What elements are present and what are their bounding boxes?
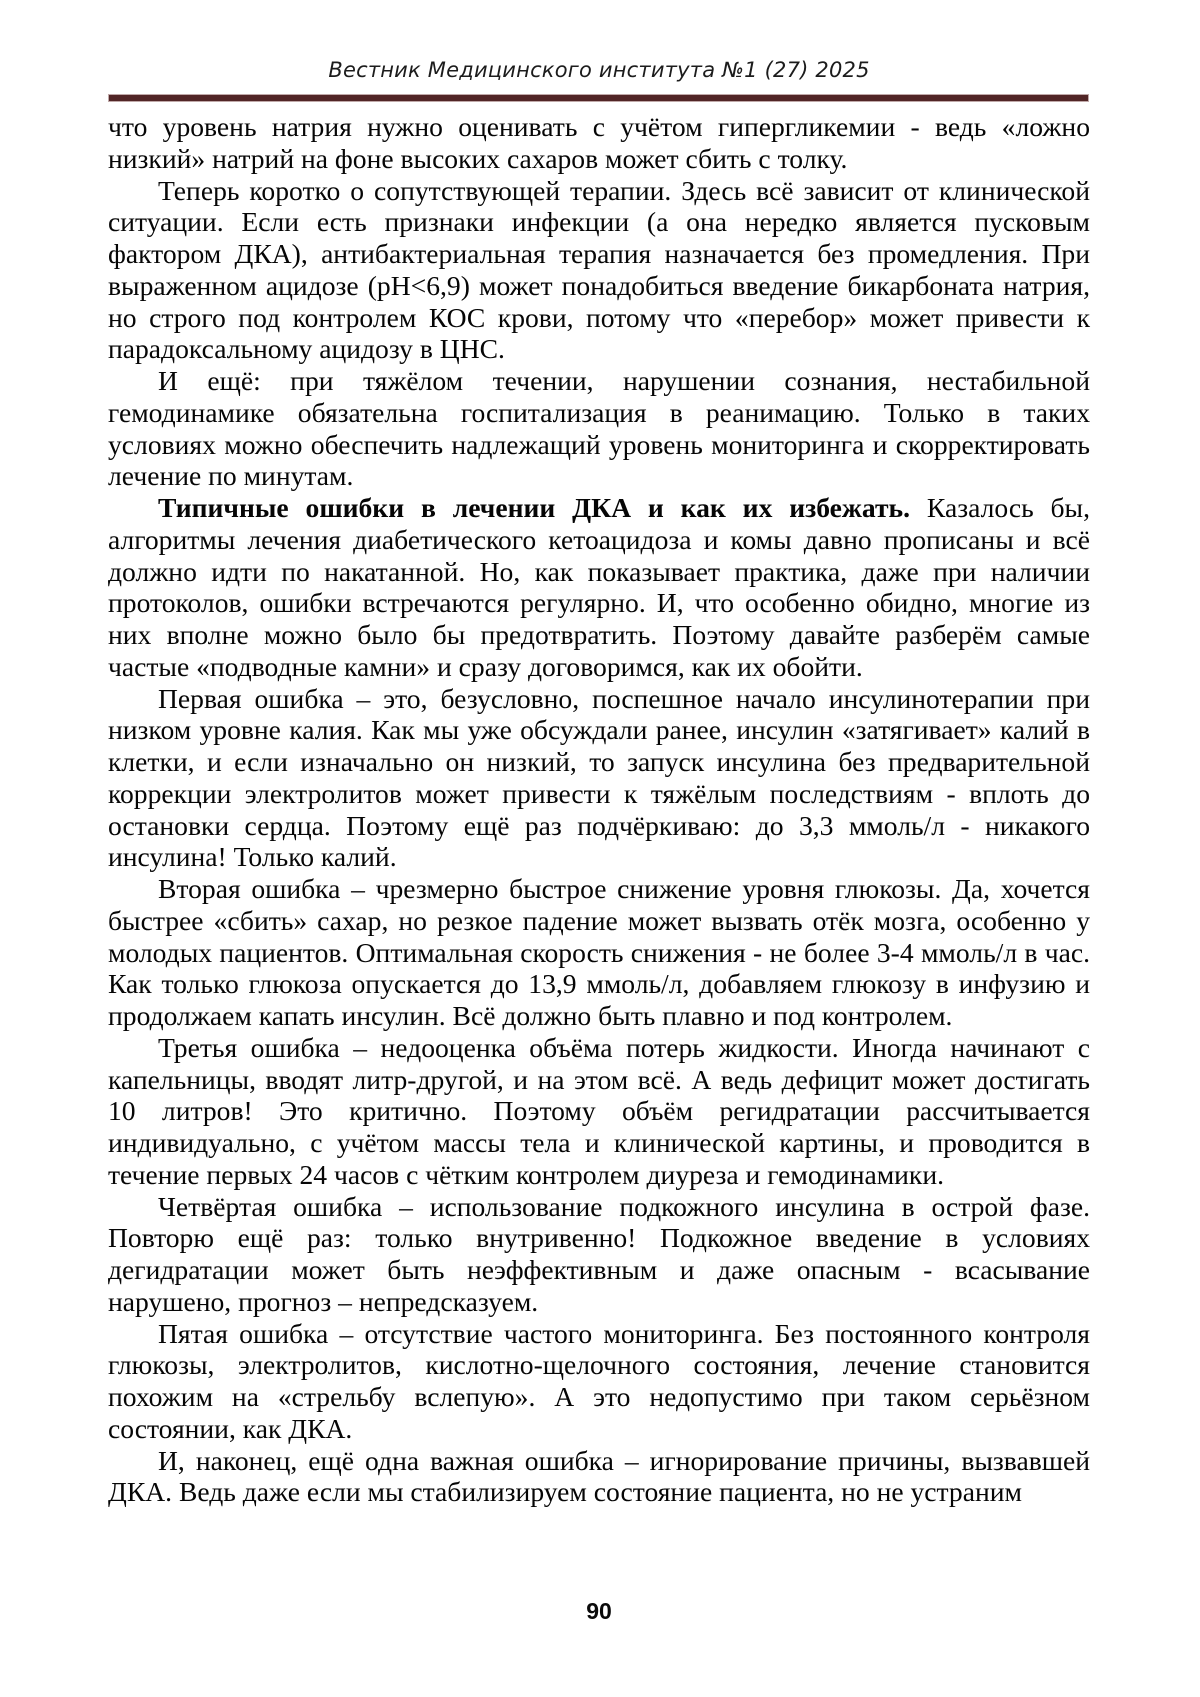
paragraph: Третья ошибка – недооценка объёма потерь жидкости. Иногда начинают с капельницы, вводят литр-другой, и на этом всё. А ведь дефицит может достигать 10 литров! Это критично. Поэтому объём регидратации рассчитывается индивидуально, с учётом массы тела и клинической картины, и проводится в течение первых 24 часов с чётким контролем диуреза и гемодинамики. [108, 1031, 1090, 1190]
article-body [108, 111, 1090, 1508]
running-header: Вестник Медицинского института №1 (27) 2025 [328, 58, 870, 82]
paragraph: И, наконец, ещё одна важная ошибка – игнорирование причины, вызвавшей ДКА. Ведь даже если мы стабилизируем состояние пациента, но не устраним [108, 1444, 1090, 1508]
paragraph: Теперь коротко о сопутствующей терапии. Здесь всё зависит от клинической ситуации. Если есть признаки инфекции (а она нередко является пусковым фактором ДКА), антибактериальная терапия назначается без промедления. При выраженном ацидозе (pH<6,9) может понадобиться введение бикарбоната натрия, но строго под контролем КОС крови, потому что «перебор» может привести к парадоксальному ацидозу в ЦНС. [108, 174, 1090, 365]
paragraph: Типичные ошибки в лечении ДКА и как их избежать. Казалось бы, алгоритмы лечения диабетического кетоацидоза и комы давно прописаны и всё должно идти по накатанной. Но, как показывает практика, даже при наличии протоколов, ошибки встречаются регулярно. И, что особенно обидно, многие из них вполне можно было бы предотвратить. Поэтому давайте разберём самые частые «подводные камни» и сразу договоримся, как их обойти. [108, 492, 1090, 682]
paragraph: Четвёртая ошибка – использование подкожного инсулина в острой фазе. Повторю ещё раз: только внутривенно! Подкожное введение в условиях дегидратации может быть неэффективным и даже опасным - всасывание нарушено, прогноз – непредсказуем. [108, 1190, 1090, 1317]
page-number: 90 [586, 1598, 612, 1624]
paragraph: что уровень натрия нужно оценивать с учётом гипергликемии - ведь «ложно низкий» натрий на фоне высоких сахаров может сбить с толку. [108, 111, 1090, 174]
paragraph: Пятая ошибка – отсутствие частого мониторинга. Без постоянного контроля глюкозы, электролитов, кислотно-щелочного состояния, лечение становится похожим на «стрельбу вслепую». А это недопустимо при таком серьёзном состоянии, как ДКА. [108, 1317, 1090, 1444]
header-rule [108, 94, 1089, 102]
inline-heading: Типичные ошибки в лечении ДКА и как их избежать. [158, 492, 911, 523]
paragraph: Первая ошибка – это, безусловно, поспешное начало инсулинотерапии при низком уровне калия. Как мы уже обсуждали ранее, инсулин «затягивает» калий в клетки, и если изначально он низкий, то запуск инсулина без предварительной коррекции электролитов может привести к тяжёлым последствиям - вплоть до остановки сердца. Поэтому ещё раз подчёркиваю: до 3,3 ммоль/л - никакого инсулина! Только калий. [108, 682, 1090, 873]
paragraph: Вторая ошибка – чрезмерно быстрое снижение уровня глюкозы. Да, хочется быстрее «сбить» сахар, но резкое падение может вызвать отёк мозга, особенно у молодых пациентов. Оптимальная скорость снижения - не более 3-4 ммоль/л в час. Как только глюкоза опускается до 13,9 ммоль/л, добавляем глюкозу в инфузию и продолжаем капать инсулин. Всё должно быть плавно и под контролем. [108, 873, 1090, 1031]
paragraph: И ещё: при тяжёлом течении, нарушении сознания, нестабильной гемодинамике обязательна госпитализация в реанимацию. Только в таких условиях можно обеспечить надлежащий уровень мониторинга и скорректировать лечение по минутам. [108, 365, 1090, 492]
